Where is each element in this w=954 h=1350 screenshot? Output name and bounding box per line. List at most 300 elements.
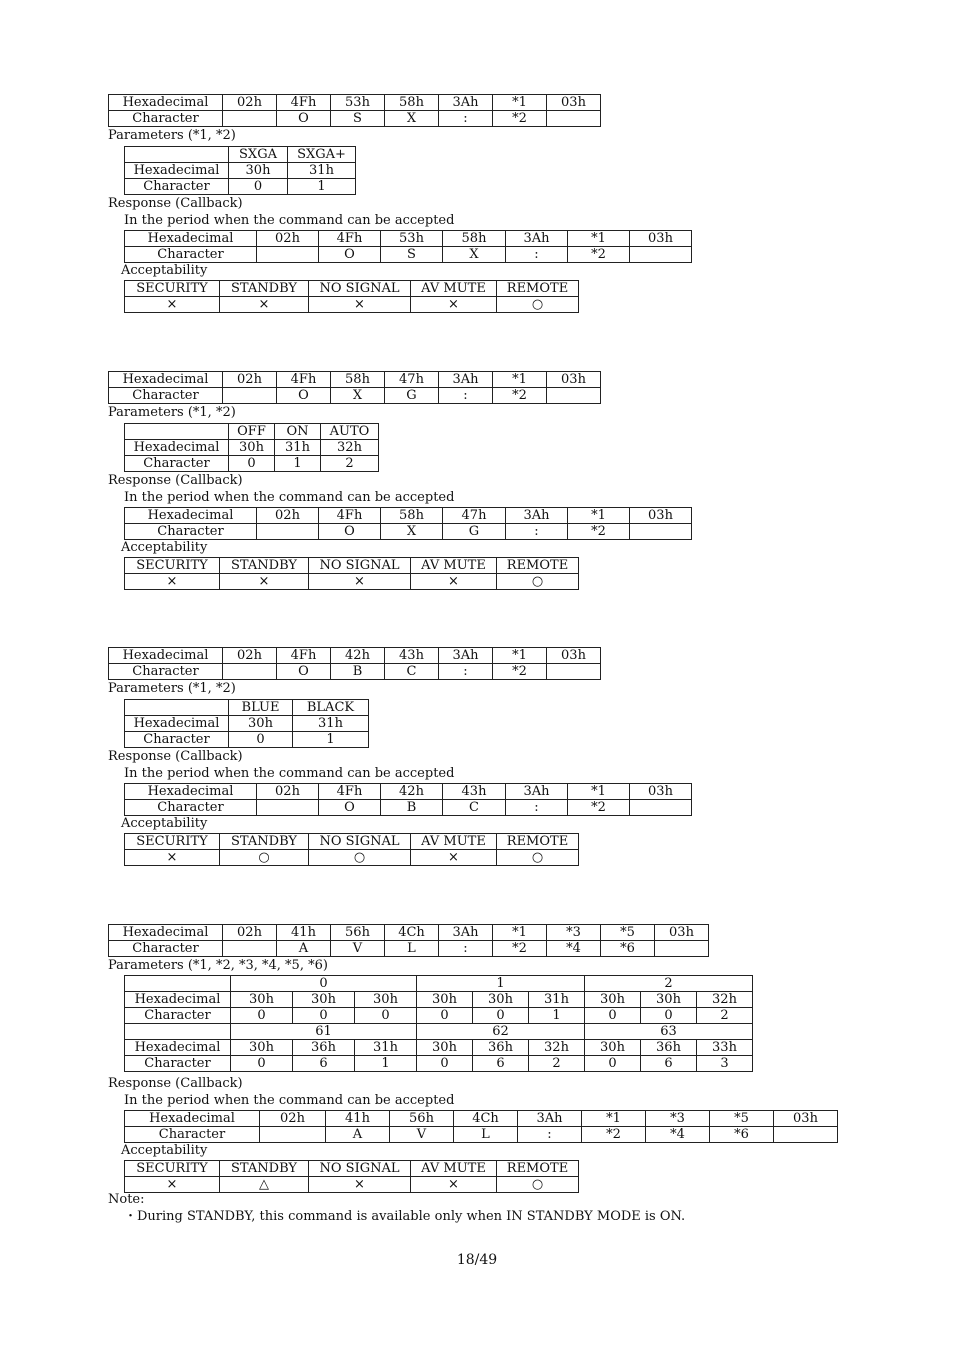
table-cell: REMOTE bbox=[497, 1161, 579, 1177]
acceptability-header-row bbox=[125, 558, 579, 574]
acceptability-table bbox=[124, 557, 579, 590]
table-cell: B bbox=[331, 664, 385, 680]
acceptability-table bbox=[124, 833, 579, 866]
table-cell: 3Ah bbox=[506, 784, 568, 800]
table-cell bbox=[223, 388, 277, 404]
acceptability-header-row bbox=[125, 1161, 579, 1177]
table-cell: 58h bbox=[381, 508, 443, 524]
table-cell: 03h bbox=[630, 508, 692, 524]
table-cell: 56h bbox=[331, 925, 385, 941]
row-header-cell: Hexadecimal bbox=[109, 95, 223, 111]
table-cell: 6 bbox=[293, 1056, 355, 1072]
row-header-cell: × bbox=[125, 1177, 220, 1193]
table-cell: A bbox=[277, 941, 331, 957]
row-header-cell: Character bbox=[125, 732, 229, 748]
table-cell bbox=[630, 247, 692, 263]
table-cell: REMOTE bbox=[497, 281, 579, 297]
table-cell: 0 bbox=[231, 1008, 293, 1024]
response-table bbox=[124, 507, 692, 540]
param-hex-row bbox=[125, 440, 379, 456]
table-cell: REMOTE bbox=[497, 834, 579, 850]
table-cell: 36h bbox=[641, 1040, 697, 1056]
param-header-row bbox=[125, 700, 369, 716]
response-table bbox=[124, 230, 692, 263]
row-header-cell bbox=[125, 700, 229, 716]
table-cell: O bbox=[277, 388, 331, 404]
table-cell bbox=[260, 1127, 326, 1143]
table-cell bbox=[630, 524, 692, 540]
table-cell: 42h bbox=[381, 784, 443, 800]
param-hex-row bbox=[125, 716, 369, 732]
table-cell: *1 bbox=[493, 95, 547, 111]
table-cell: ○ bbox=[309, 850, 411, 866]
command-hex-row bbox=[109, 925, 709, 941]
acceptability-label: Acceptability bbox=[121, 1143, 208, 1158]
command-char-row bbox=[109, 941, 709, 957]
command-char-row bbox=[109, 111, 601, 127]
table-cell: × bbox=[309, 574, 411, 590]
table-cell bbox=[223, 941, 277, 957]
parameters-label: Parameters (*1, *2) bbox=[108, 405, 236, 420]
table-cell: 6 bbox=[473, 1056, 529, 1072]
table-cell: 41h bbox=[277, 925, 331, 941]
table-cell: *4 bbox=[547, 941, 601, 957]
param-char-row bbox=[125, 732, 369, 748]
command-char-row bbox=[109, 664, 601, 680]
table-cell: *1 bbox=[493, 925, 547, 941]
group-cell: 1 bbox=[417, 976, 585, 992]
table-cell: × bbox=[411, 574, 497, 590]
table-cell: : bbox=[439, 388, 493, 404]
period-label: In the period when the command can be accepted bbox=[124, 213, 455, 228]
table-cell: *2 bbox=[493, 664, 547, 680]
table-cell: *2 bbox=[493, 111, 547, 127]
row-header-cell: Hexadecimal bbox=[125, 440, 229, 456]
row-header-cell: Hexadecimal bbox=[125, 231, 257, 247]
row-header-cell: SECURITY bbox=[125, 281, 220, 297]
page-number: 18/49 bbox=[456, 1252, 498, 1268]
table-cell: 30h bbox=[229, 440, 275, 456]
table-cell bbox=[774, 1127, 838, 1143]
row-header-cell: Character bbox=[125, 1056, 231, 1072]
table-cell: A bbox=[326, 1127, 390, 1143]
table-cell: × bbox=[411, 297, 497, 313]
table-cell: BLACK bbox=[293, 700, 369, 716]
table-cell: : bbox=[506, 247, 568, 263]
table-cell: STANDBY bbox=[220, 281, 309, 297]
table-cell: 32h bbox=[321, 440, 379, 456]
row-header-cell: Character bbox=[109, 388, 223, 404]
row-header-cell: Character bbox=[125, 800, 257, 816]
table-cell: : bbox=[518, 1127, 582, 1143]
response-hex-row bbox=[125, 508, 692, 524]
table-cell: ○ bbox=[497, 1177, 579, 1193]
table-cell: *2 bbox=[568, 800, 630, 816]
table-cell: 02h bbox=[223, 95, 277, 111]
table-cell: 1 bbox=[293, 732, 369, 748]
table-cell: STANDBY bbox=[220, 558, 309, 574]
table-cell: 3 bbox=[697, 1056, 753, 1072]
table-cell: 0 bbox=[641, 1008, 697, 1024]
table-cell: 03h bbox=[547, 95, 601, 111]
table-cell: ○ bbox=[497, 574, 579, 590]
table-cell: : bbox=[439, 111, 493, 127]
table-cell: 4Fh bbox=[277, 648, 331, 664]
param-group-row bbox=[125, 976, 753, 992]
row-header-cell: Character bbox=[125, 456, 229, 472]
table-cell: BLUE bbox=[229, 700, 293, 716]
table-cell: STANDBY bbox=[220, 1161, 309, 1177]
parameters-table bbox=[124, 423, 379, 472]
table-cell: 53h bbox=[381, 231, 443, 247]
table-cell bbox=[257, 524, 319, 540]
table-cell: 31h bbox=[355, 1040, 417, 1056]
table-cell: 02h bbox=[260, 1111, 326, 1127]
table-cell: 53h bbox=[331, 95, 385, 111]
response-hex-row bbox=[125, 231, 692, 247]
group-cell: 61 bbox=[231, 1024, 417, 1040]
response-table bbox=[124, 783, 692, 816]
table-cell: 3Ah bbox=[518, 1111, 582, 1127]
table-cell: × bbox=[220, 297, 309, 313]
table-cell: 30h bbox=[473, 992, 529, 1008]
table-cell: 0 bbox=[585, 1008, 641, 1024]
acceptability-values-row bbox=[125, 297, 579, 313]
response-label: Response (Callback) bbox=[108, 1076, 243, 1091]
table-cell bbox=[547, 664, 601, 680]
table-cell: *2 bbox=[568, 524, 630, 540]
table-cell: AV MUTE bbox=[411, 558, 497, 574]
note-label: Note: bbox=[108, 1192, 145, 1207]
table-cell: 0 bbox=[229, 179, 288, 195]
table-cell: *3 bbox=[547, 925, 601, 941]
table-cell: × bbox=[309, 1177, 411, 1193]
table-cell: X bbox=[331, 388, 385, 404]
table-cell: *2 bbox=[568, 247, 630, 263]
row-header-cell: × bbox=[125, 297, 220, 313]
table-cell: ○ bbox=[220, 850, 309, 866]
command-hex-row bbox=[109, 95, 601, 111]
table-cell: 31h bbox=[288, 163, 356, 179]
table-cell: 43h bbox=[443, 784, 506, 800]
table-cell: 36h bbox=[293, 1040, 355, 1056]
param-char-row bbox=[125, 456, 379, 472]
table-cell: 02h bbox=[223, 648, 277, 664]
period-label: In the period when the command can be accepted bbox=[124, 490, 455, 505]
table-cell: : bbox=[506, 800, 568, 816]
table-cell: 4Ch bbox=[385, 925, 439, 941]
table-cell: NO SIGNAL bbox=[309, 281, 411, 297]
row-header-cell: Character bbox=[125, 179, 229, 195]
blank-cell bbox=[125, 976, 231, 992]
response-char-row bbox=[125, 800, 692, 816]
table-cell: 02h bbox=[257, 508, 319, 524]
table-cell: 0 bbox=[229, 456, 275, 472]
table-cell: 41h bbox=[326, 1111, 390, 1127]
row-header-cell: Character bbox=[125, 247, 257, 263]
table-cell: O bbox=[319, 524, 381, 540]
table-cell: ON bbox=[275, 424, 321, 440]
table-cell: 03h bbox=[774, 1111, 838, 1127]
row-header-cell: SECURITY bbox=[125, 834, 220, 850]
table-cell: : bbox=[439, 941, 493, 957]
table-cell: 30h bbox=[231, 1040, 293, 1056]
acceptability-table bbox=[124, 280, 579, 313]
table-cell: *6 bbox=[710, 1127, 774, 1143]
row-header-cell bbox=[125, 424, 229, 440]
row-header-cell bbox=[125, 147, 229, 163]
table-cell: 3Ah bbox=[439, 648, 493, 664]
table-cell: AV MUTE bbox=[411, 1161, 497, 1177]
table-cell bbox=[547, 111, 601, 127]
table-cell: X bbox=[385, 111, 439, 127]
table-cell: G bbox=[385, 388, 439, 404]
table-cell: 03h bbox=[547, 648, 601, 664]
table-cell: 30h bbox=[229, 163, 288, 179]
param-hex-row bbox=[125, 992, 753, 1008]
response-hex-row bbox=[125, 784, 692, 800]
table-cell: 3Ah bbox=[439, 95, 493, 111]
table-cell: 31h bbox=[529, 992, 585, 1008]
table-cell: *3 bbox=[646, 1111, 710, 1127]
table-cell: 03h bbox=[655, 925, 709, 941]
command-char-row bbox=[109, 388, 601, 404]
period-label: In the period when the command can be accepted bbox=[124, 1093, 455, 1108]
param-header-row bbox=[125, 147, 356, 163]
table-cell: 30h bbox=[641, 992, 697, 1008]
acceptability-label: Acceptability bbox=[121, 540, 208, 555]
response-char-row bbox=[125, 247, 692, 263]
row-header-cell: Hexadecimal bbox=[125, 508, 257, 524]
table-cell: × bbox=[220, 574, 309, 590]
table-cell: 4Fh bbox=[319, 508, 381, 524]
param-group-row bbox=[125, 1024, 753, 1040]
table-cell: 0 bbox=[417, 1056, 473, 1072]
acceptability-label: Acceptability bbox=[121, 816, 208, 831]
table-cell: 58h bbox=[443, 231, 506, 247]
row-header-cell: SECURITY bbox=[125, 1161, 220, 1177]
table-cell: 6 bbox=[641, 1056, 697, 1072]
table-cell: : bbox=[506, 524, 568, 540]
group-cell: 63 bbox=[585, 1024, 753, 1040]
acceptability-header-row bbox=[125, 281, 579, 297]
blank-cell bbox=[125, 1024, 231, 1040]
command-table bbox=[108, 94, 601, 127]
row-header-cell: Hexadecimal bbox=[125, 716, 229, 732]
acceptability-label: Acceptability bbox=[121, 263, 208, 278]
row-header-cell: Hexadecimal bbox=[125, 163, 229, 179]
row-header-cell: Hexadecimal bbox=[109, 372, 223, 388]
row-header-cell: × bbox=[125, 574, 220, 590]
parameters-label: Parameters (*1, *2) bbox=[108, 128, 236, 143]
acceptability-values-row bbox=[125, 850, 579, 866]
param-hex-row bbox=[125, 163, 356, 179]
row-header-cell: Hexadecimal bbox=[125, 992, 231, 1008]
table-cell: SXGA+ bbox=[288, 147, 356, 163]
table-cell bbox=[257, 247, 319, 263]
table-cell: *1 bbox=[493, 372, 547, 388]
table-cell: O bbox=[277, 111, 331, 127]
table-cell: 02h bbox=[257, 784, 319, 800]
table-cell: L bbox=[454, 1127, 518, 1143]
row-header-cell: Character bbox=[125, 1008, 231, 1024]
table-cell: 3Ah bbox=[439, 925, 493, 941]
table-cell: V bbox=[390, 1127, 454, 1143]
table-cell: 0 bbox=[355, 1008, 417, 1024]
table-cell: AUTO bbox=[321, 424, 379, 440]
table-cell: *2 bbox=[493, 941, 547, 957]
table-cell: X bbox=[381, 524, 443, 540]
table-cell: 31h bbox=[275, 440, 321, 456]
note-text: ・During STANDBY, this command is available only when IN STANDBY MODE is ON. bbox=[124, 1209, 686, 1224]
table-cell: 4Fh bbox=[319, 231, 381, 247]
table-cell: 02h bbox=[223, 925, 277, 941]
table-cell: *1 bbox=[493, 648, 547, 664]
table-cell: 58h bbox=[331, 372, 385, 388]
row-header-cell: SECURITY bbox=[125, 558, 220, 574]
table-cell: O bbox=[319, 247, 381, 263]
command-table bbox=[108, 924, 709, 957]
table-cell: × bbox=[411, 1177, 497, 1193]
table-cell: REMOTE bbox=[497, 558, 579, 574]
table-cell bbox=[547, 388, 601, 404]
table-cell: *2 bbox=[493, 388, 547, 404]
table-cell: 1 bbox=[529, 1008, 585, 1024]
acceptability-header-row bbox=[125, 834, 579, 850]
table-cell: NO SIGNAL bbox=[309, 1161, 411, 1177]
table-cell: *5 bbox=[710, 1111, 774, 1127]
table-cell: 0 bbox=[585, 1056, 641, 1072]
table-cell: SXGA bbox=[229, 147, 288, 163]
table-cell: C bbox=[443, 800, 506, 816]
table-cell: *2 bbox=[582, 1127, 646, 1143]
table-cell: 03h bbox=[630, 784, 692, 800]
table-cell: 36h bbox=[473, 1040, 529, 1056]
table-cell: 1 bbox=[275, 456, 321, 472]
response-char-row bbox=[125, 524, 692, 540]
response-label: Response (Callback) bbox=[108, 473, 243, 488]
table-cell: 47h bbox=[385, 372, 439, 388]
table-cell: 30h bbox=[585, 992, 641, 1008]
table-cell: 4Fh bbox=[277, 95, 331, 111]
table-cell: 3Ah bbox=[506, 508, 568, 524]
command-table bbox=[108, 647, 601, 680]
table-cell: *1 bbox=[568, 231, 630, 247]
table-cell: ○ bbox=[497, 297, 579, 313]
table-cell: 56h bbox=[390, 1111, 454, 1127]
table-cell: × bbox=[411, 850, 497, 866]
table-cell: STANDBY bbox=[220, 834, 309, 850]
table-cell: 0 bbox=[473, 1008, 529, 1024]
table-cell: 3Ah bbox=[439, 372, 493, 388]
table-cell: 30h bbox=[355, 992, 417, 1008]
response-char-row bbox=[125, 1127, 838, 1143]
command-hex-row bbox=[109, 372, 601, 388]
table-cell: 31h bbox=[293, 716, 369, 732]
table-cell: 4Ch bbox=[454, 1111, 518, 1127]
row-header-cell: Character bbox=[125, 524, 257, 540]
table-cell: *1 bbox=[582, 1111, 646, 1127]
parameters-table bbox=[124, 146, 356, 195]
table-cell: 47h bbox=[443, 508, 506, 524]
parameters-label: Parameters (*1, *2) bbox=[108, 681, 236, 696]
table-cell: 32h bbox=[529, 1040, 585, 1056]
table-cell: 0 bbox=[293, 1008, 355, 1024]
table-cell: 30h bbox=[231, 992, 293, 1008]
response-label: Response (Callback) bbox=[108, 749, 243, 764]
row-header-cell: Character bbox=[109, 941, 223, 957]
table-cell: ○ bbox=[497, 850, 579, 866]
table-cell: 58h bbox=[385, 95, 439, 111]
table-cell: NO SIGNAL bbox=[309, 558, 411, 574]
table-cell: △ bbox=[220, 1177, 309, 1193]
table-cell: 02h bbox=[257, 231, 319, 247]
param-char-row bbox=[125, 1008, 753, 1024]
row-header-cell: Hexadecimal bbox=[109, 925, 223, 941]
parameters-label: Parameters (*1, *2, *3, *4, *5, *6) bbox=[108, 958, 328, 973]
table-cell: *4 bbox=[646, 1127, 710, 1143]
command-hex-row bbox=[109, 648, 601, 664]
table-cell: B bbox=[381, 800, 443, 816]
table-cell: 02h bbox=[223, 372, 277, 388]
row-header-cell: Hexadecimal bbox=[109, 648, 223, 664]
table-cell: *5 bbox=[601, 925, 655, 941]
table-cell: × bbox=[309, 297, 411, 313]
table-cell: 30h bbox=[417, 1040, 473, 1056]
table-cell: L bbox=[385, 941, 439, 957]
table-cell: 03h bbox=[547, 372, 601, 388]
table-cell: NO SIGNAL bbox=[309, 834, 411, 850]
param-header-row bbox=[125, 424, 379, 440]
param-hex-row bbox=[125, 1040, 753, 1056]
group-cell: 2 bbox=[585, 976, 753, 992]
table-cell: 43h bbox=[385, 648, 439, 664]
response-hex-row bbox=[125, 1111, 838, 1127]
table-cell: S bbox=[331, 111, 385, 127]
period-label: In the period when the command can be accepted bbox=[124, 766, 455, 781]
table-cell: *1 bbox=[568, 784, 630, 800]
table-cell: 30h bbox=[229, 716, 293, 732]
table-cell: C bbox=[385, 664, 439, 680]
row-header-cell: Hexadecimal bbox=[125, 784, 257, 800]
table-cell: 30h bbox=[417, 992, 473, 1008]
table-cell bbox=[223, 664, 277, 680]
table-cell: 30h bbox=[293, 992, 355, 1008]
table-cell: 42h bbox=[331, 648, 385, 664]
table-cell: G bbox=[443, 524, 506, 540]
table-cell bbox=[257, 800, 319, 816]
table-cell: : bbox=[439, 664, 493, 680]
table-cell bbox=[655, 941, 709, 957]
row-header-cell: Hexadecimal bbox=[125, 1040, 231, 1056]
table-cell: 0 bbox=[231, 1056, 293, 1072]
parameters-table bbox=[124, 975, 753, 1072]
table-cell: 0 bbox=[229, 732, 293, 748]
table-cell: V bbox=[331, 941, 385, 957]
table-cell: 3Ah bbox=[506, 231, 568, 247]
table-cell: X bbox=[443, 247, 506, 263]
group-cell: 0 bbox=[231, 976, 417, 992]
table-cell: 2 bbox=[529, 1056, 585, 1072]
group-cell: 62 bbox=[417, 1024, 585, 1040]
table-cell: 1 bbox=[288, 179, 356, 195]
table-cell: *1 bbox=[568, 508, 630, 524]
parameters-table bbox=[124, 699, 369, 748]
param-char-row bbox=[125, 1056, 753, 1072]
row-header-cell: Character bbox=[109, 664, 223, 680]
table-cell bbox=[630, 800, 692, 816]
table-cell: AV MUTE bbox=[411, 834, 497, 850]
